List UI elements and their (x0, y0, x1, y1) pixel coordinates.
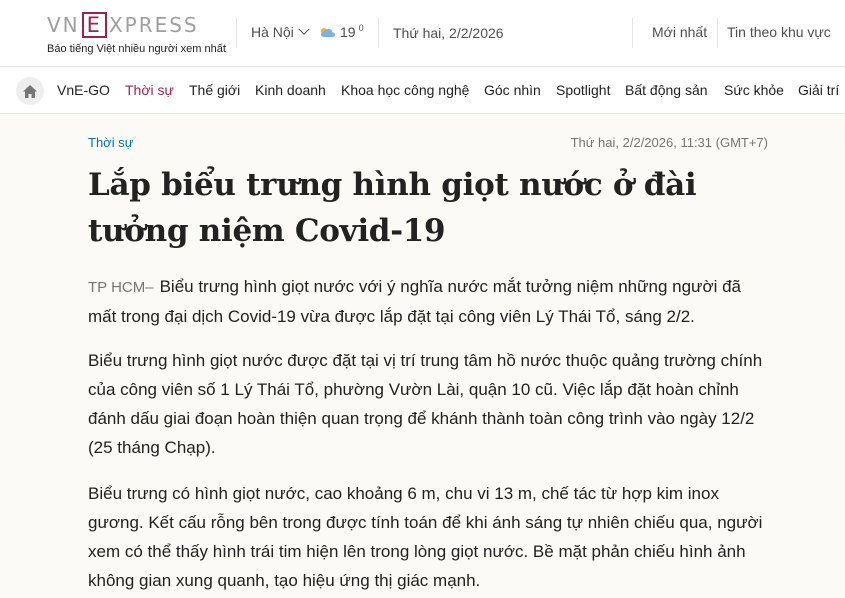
home-button[interactable] (16, 77, 44, 105)
weather-widget[interactable] (320, 24, 364, 40)
divider (632, 18, 633, 48)
nav-item-thoi-su[interactable]: Thời sự (125, 82, 174, 98)
nav-item-bat-dong-san[interactable]: Bất động sản (625, 82, 708, 98)
nav-item-spotlight[interactable]: Spotlight (556, 82, 611, 98)
location-tag: TP HCM– (88, 279, 154, 296)
header-date: Thứ hai, 2/2/2026 (393, 25, 504, 41)
lead-text: Biểu trưng hình giọt nước với ý nghĩa nước mắt tưởng niệm những người đã mất trong đại dịch Covid-19 vừa được lắp đặt tại công viên Lý Thái Tổ, sáng 2/2. (88, 277, 741, 326)
nav-item-giai-tri[interactable]: Giải trí (798, 82, 840, 98)
top-header (0, 0, 845, 66)
nav-item-khoa-hoc-cong-nghe[interactable]: Khoa học công nghệ (341, 82, 470, 98)
main-nav (0, 66, 845, 114)
nav-item-kinh-doanh[interactable]: Kinh doanh (255, 82, 326, 98)
article-category[interactable]: Thời sự (88, 135, 134, 150)
article-title: Lắp biểu trưng hình giọt nước ở đài tưởng niệm Covid-19 (88, 167, 697, 249)
nav-item-vne-go[interactable]: VnE-GO (57, 82, 110, 98)
cloud-icon (320, 26, 336, 38)
publish-date: Thứ hai, 2/2/2026, 11:31 (GMT+7) (570, 135, 768, 150)
divider (378, 18, 379, 48)
home-icon (22, 84, 38, 99)
article-paragraph: Biểu trưng hình giọt nước được đặt tại vị trí trung tâm hồ nước thuộc quảng trường chính của công viên số 1 Lý Thái Tổ, phường Vườn Lài, quận 10 cũ. Việc lắp đặt hoàn chỉnh đánh dấu giai đoạn hoàn thiện quan trọng để khánh thành toàn công trình vào ngày 12/2 (25 tháng Chạp). (88, 351, 763, 457)
latest-news-link[interactable]: Mới nhất (652, 24, 708, 40)
article-lead (88, 272, 768, 331)
logo-wordmark: VN E XPRESS (47, 13, 199, 37)
regional-news-link[interactable]: Tin theo khu vực (727, 24, 831, 40)
nav-item-the-gioi[interactable]: Thế giới (189, 82, 241, 98)
nav-item-goc-nhin[interactable]: Góc nhìn (484, 82, 541, 98)
divider (236, 18, 237, 48)
nav-item-suc-khoe[interactable]: Sức khỏe (724, 82, 784, 98)
logo-tagline: Báo tiếng Việt nhiều người xem nhất (47, 43, 226, 55)
vnexpress-logo[interactable] (47, 11, 227, 57)
location-selector[interactable] (251, 24, 308, 40)
divider (717, 18, 718, 48)
location-label: Hà Nội (251, 24, 294, 40)
degree-symbol: 0 (358, 23, 364, 33)
temperature-value: 19 (340, 24, 356, 40)
chevron-down-icon (298, 24, 309, 35)
article-paragraph: Biểu trưng có hình giọt nước, cao khoảng 6 m, chu vi 13 m, chế tác từ hợp kim inox gương. Kết cấu rỗng bên trong được tính toán để khi ánh sáng tự nhiên chiếu qua, người xem có thể thấy hình trái tim hiện lên trong lòng giọt nước. Bề mặt phản chiếu hình ảnh không gian xung quanh, tạo hiệu ứng thị giác mạnh. (88, 484, 763, 590)
